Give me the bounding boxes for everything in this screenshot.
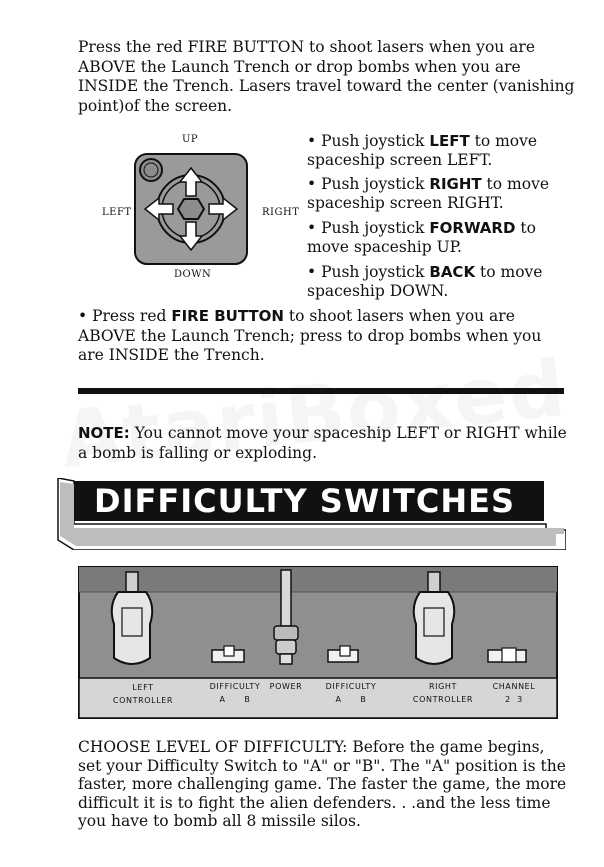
label-left-controller-2: CONTROLLER xyxy=(112,696,174,705)
bullet-forward: • Push joystick FORWARD to move spaceship UP. xyxy=(307,219,536,256)
console-panel-illustration xyxy=(78,566,558,719)
label-channel-2: 2 3 xyxy=(505,695,523,704)
label-right-controller-2: CONTROLLER xyxy=(412,695,474,704)
joystick-label-up: UP xyxy=(182,134,199,145)
label-channel-1: CHANNEL xyxy=(492,682,536,691)
joystick-diagram xyxy=(98,130,303,280)
label-difficulty-left-2: A B xyxy=(219,695,251,704)
label-difficulty-right-1: DIFFICULTY xyxy=(325,682,377,691)
difficulty-paragraph: CHOOSE LEVEL OF DIFFICULTY: Before the game begins, set your Difficulty Switch to "A" or "B". The "A" position is the faster, more challenging game. The faster the game, the more difficult it is to fight the alien defenders. . .and the less time you have to bomb all 8 missile silos. xyxy=(78,738,567,830)
note-paragraph: NOTE: You cannot move your spaceship LEFT or RIGHT while a bomb is falling or exploding. xyxy=(78,424,567,462)
bullet-left: • Push joystick LEFT to move spaceship screen LEFT. xyxy=(307,132,538,169)
bullet-back: • Push joystick BACK to move spaceship DOWN. xyxy=(307,263,543,300)
note-label: NOTE: xyxy=(78,424,130,442)
label-difficulty-left-1: DIFFICULTY xyxy=(209,682,261,691)
joystick-label-down: DOWN xyxy=(174,269,212,280)
joystick-label-right: RIGHT xyxy=(262,207,300,218)
label-difficulty-right-2: A B xyxy=(335,695,367,704)
joystick-icon xyxy=(98,130,303,280)
bullet-right: • Push joystick RIGHT to move spaceship screen RIGHT. xyxy=(307,175,549,212)
fire-button-paragraph: • Press red FIRE BUTTON to shoot lasers when you are ABOVE the Launch Trench; press to drop bombs when you are INSIDE the Trench. xyxy=(78,307,542,364)
intro-paragraph: Press the red FIRE BUTTON to shoot lasers when you are ABOVE the Launch Trench or drop bombs when you are INSIDE the Trench. Lasers travel toward the center (vanishing point)of the screen. xyxy=(78,38,575,115)
label-power: POWER xyxy=(269,682,303,691)
section-divider xyxy=(78,388,564,394)
label-left-controller-1: LEFT xyxy=(132,683,154,692)
section-banner xyxy=(52,478,566,550)
label-right-controller-1: RIGHT xyxy=(428,682,458,691)
banner-title: DIFFICULTY SWITCHES xyxy=(74,481,544,521)
joystick-instructions xyxy=(307,132,577,307)
joystick-label-left: LEFT xyxy=(102,207,132,218)
channel-switch xyxy=(488,648,526,662)
